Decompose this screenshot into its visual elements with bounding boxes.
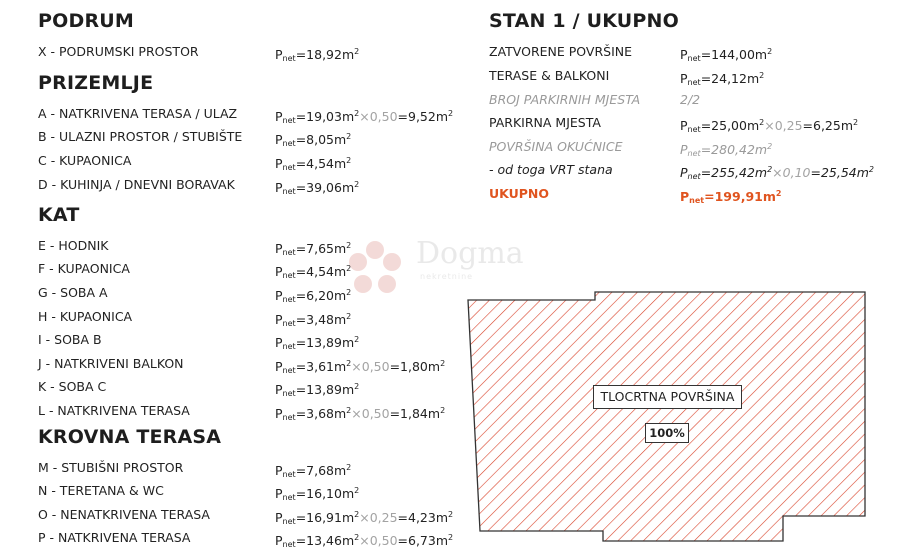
area-label: L - NATKRIVENA TERASA: [38, 403, 190, 418]
square-superscript: 2: [346, 288, 352, 297]
area-value: $P_{net}=13,89m^2$: [275, 382, 360, 398]
section-title-stan1: STAN 1 / UKUPNO: [489, 10, 680, 32]
gross-area: =7,68m: [295, 463, 347, 478]
square-superscript: 2: [868, 165, 875, 174]
area-row: [489, 185, 910, 203]
gross-area: =199,91m: [704, 189, 776, 204]
floor-plan-percent: 100%: [645, 423, 689, 443]
gross-area: =39,06m: [295, 180, 355, 195]
p-net-subscript: net: [282, 271, 296, 280]
area-label: E - HODNIK: [38, 238, 109, 253]
area-value: $P_{net}=7,68m^2$: [275, 463, 352, 479]
section-title-podrum: PODRUM: [38, 10, 135, 32]
square-superscript: 2: [346, 359, 352, 368]
gross-area: =25,00m: [700, 118, 760, 133]
gross-area: =19,03m: [295, 109, 355, 124]
area-row: [38, 402, 505, 420]
p-net-subscript: net: [282, 540, 296, 549]
p-net-subscript: net: [687, 78, 701, 87]
area-value: $P_{net}=280,42m^2$: [680, 142, 773, 158]
area-factor: ×0,50: [351, 406, 390, 421]
section-title-prizemlje: PRIZEMLJE: [38, 72, 154, 94]
net-area: =25,54m: [810, 165, 869, 180]
area-value: $P_{net}=4,54m^2$: [275, 264, 352, 280]
net-area: =9,52m: [397, 109, 449, 124]
area-value: $P_{net}=16,91m^2\times 0,25=4,23m^2$: [275, 510, 454, 526]
section-title-krovna: KROVNA TERASA: [38, 426, 222, 448]
gross-area: =6,20m: [295, 288, 347, 303]
square-superscript: 2: [346, 264, 352, 273]
area-row: [38, 355, 505, 373]
p-net-subscript: net: [282, 517, 296, 526]
p-net-subscript: net: [282, 342, 296, 351]
square-superscript: 2: [767, 165, 773, 174]
p-net-subscript: net: [689, 196, 705, 205]
p-net-subscript: net: [282, 319, 296, 328]
area-label: B - ULAZNI PROSTOR / STUBIŠTE: [38, 129, 243, 144]
square-superscript: 2: [354, 109, 360, 118]
area-row: [38, 459, 505, 477]
area-label: TERASE & BALKONI: [489, 68, 610, 83]
floor-plan: [463, 288, 873, 548]
gross-area: =3,61m: [295, 359, 347, 374]
gross-area: =16,10m: [295, 486, 355, 501]
net-area: =4,23m: [397, 510, 449, 525]
square-superscript: 2: [853, 118, 859, 127]
area-value: $P_{net}=3,61m^2\times 0,50=1,80m^2$: [275, 359, 446, 375]
area-label: O - NENATKRIVENA TERASA: [38, 507, 210, 522]
gross-area: =144,00m: [700, 47, 768, 62]
square-superscript: 2: [354, 335, 360, 344]
area-row: [38, 482, 505, 500]
area-label: D - KUHINJA / DNEVNI BORAVAK: [38, 177, 235, 192]
area-value: $P_{net}=13,46m^2\times 0,50=6,73m^2$: [275, 533, 454, 549]
watermark-name: Dogma: [416, 236, 524, 271]
gross-area: =255,42m: [700, 165, 768, 180]
area-label: - od toga VRT stana: [489, 162, 613, 177]
area-label: A - NATKRIVENA TERASA / ULAZ: [38, 106, 238, 121]
p-net-subscript: net: [687, 172, 701, 181]
area-value: $P_{net}=25,00m^2\times 0,25=6,25m^2$: [680, 118, 859, 134]
square-superscript: 2: [346, 463, 352, 472]
gross-area: =13,89m: [295, 335, 355, 350]
square-superscript: 2: [354, 533, 360, 542]
area-row: [489, 91, 910, 109]
square-superscript: 2: [354, 180, 360, 189]
area-value: $P_{net}=3,48m^2$: [275, 312, 352, 328]
area-label: C - KUPAONICA: [38, 153, 132, 168]
square-superscript: 2: [448, 533, 454, 542]
area-row: [38, 529, 505, 547]
net-area: =6,73m: [397, 533, 449, 548]
gross-area: =7,65m: [295, 241, 347, 256]
area-row: [38, 284, 505, 302]
floor-plan-label: TLOCRTNA POVRŠINA: [593, 385, 742, 409]
area-factor: ×0,50: [359, 533, 398, 548]
p-net-subscript: net: [282, 295, 296, 304]
area-value: $P_{net}=199,91m^2$: [680, 189, 782, 205]
area-value: $P_{net}=144,00m^2$: [680, 47, 773, 63]
p-net-subscript: net: [282, 116, 296, 125]
area-label: I - SOBA B: [38, 332, 102, 347]
square-superscript: 2: [354, 47, 360, 56]
square-superscript: 2: [440, 359, 446, 368]
area-factor: ×0,25: [764, 118, 803, 133]
area-value: $P_{net}=16,10m^2$: [275, 486, 360, 502]
square-superscript: 2: [759, 118, 765, 127]
net-area: =6,25m: [802, 118, 854, 133]
p-net-subscript: net: [687, 149, 701, 158]
area-label: J - NATKRIVENI BALKON: [38, 356, 184, 371]
p-net-subscript: net: [282, 389, 296, 398]
area-label: H - KUPAONICA: [38, 309, 133, 324]
p-net-subscript: net: [282, 470, 296, 479]
area-label: PARKIRNA MJESTA: [489, 115, 601, 130]
floor-plan-outline: [468, 292, 865, 541]
net-area: =1,80m: [389, 359, 441, 374]
square-superscript: 2: [346, 312, 352, 321]
p-net-subscript: net: [282, 493, 296, 502]
area-value: $P_{net}=255,42m^2\times 0,10=25,54m^2$: [680, 165, 875, 181]
area-row: [38, 237, 505, 255]
gross-area: =13,89m: [295, 382, 355, 397]
square-superscript: 2: [354, 510, 360, 519]
square-superscript: 2: [440, 406, 446, 415]
area-row: [38, 506, 505, 524]
area-row: [489, 43, 910, 61]
area-row: [38, 43, 505, 61]
area-factor: ×0,10: [772, 165, 811, 180]
area-value: $P_{net}=6,20m^2$: [275, 288, 352, 304]
gross-area: =16,91m: [295, 510, 355, 525]
gross-area: =18,92m: [295, 47, 355, 62]
area-label: POVRŠINA OKUĆNICE: [489, 139, 623, 154]
p-net-subscript: net: [282, 163, 296, 172]
area-row: [38, 152, 505, 170]
p-net-subscript: net: [282, 413, 296, 422]
square-superscript: 2: [354, 382, 360, 391]
area-label: G - SOBA A: [38, 285, 108, 300]
area-value: $P_{net}=7,65m^2$: [275, 241, 352, 257]
gross-area: =24,12m: [700, 71, 760, 86]
gross-area: =13,46m: [295, 533, 355, 548]
p-net-subscript: net: [282, 187, 296, 196]
gross-area: =4,54m: [295, 156, 347, 171]
p-net-subscript: net: [282, 54, 296, 63]
area-value: $P_{net}=3,68m^2\times 0,50=1,84m^2$: [275, 406, 446, 422]
area-row: [38, 105, 505, 123]
area-row: [38, 308, 505, 326]
square-superscript: 2: [448, 510, 454, 519]
p-net-subscript: net: [687, 125, 701, 134]
square-superscript: 2: [346, 241, 352, 250]
area-label: X - PODRUMSKI PROSTOR: [38, 44, 199, 59]
area-value: $P_{net}=13,89m^2$: [275, 335, 360, 351]
square-superscript: 2: [346, 132, 352, 141]
area-label: ZATVORENE POVRŠINE: [489, 44, 633, 59]
p-net-subscript: net: [282, 248, 296, 257]
net-area: =1,84m: [389, 406, 441, 421]
area-value: [680, 91, 700, 109]
area-row: [38, 331, 505, 349]
area-value: $P_{net}=18,92m^2$: [275, 47, 360, 63]
area-label: P - NATKRIVENA TERASA: [38, 530, 191, 545]
area-label: M - STUBIŠNI PROSTOR: [38, 460, 184, 475]
area-row: [489, 67, 910, 85]
area-factor: ×0,50: [359, 109, 398, 124]
square-superscript: 2: [448, 109, 454, 118]
area-row: [38, 176, 505, 194]
gross-area: =3,68m: [295, 406, 347, 421]
area-label: UKUPNO: [489, 186, 550, 201]
area-row: [489, 114, 910, 132]
p-net-subscript: net: [282, 366, 296, 375]
area-value: $P_{net}=24,12m^2$: [680, 71, 765, 87]
square-superscript: 2: [767, 47, 773, 56]
area-factor: ×0,50: [351, 359, 390, 374]
square-superscript: 2: [775, 189, 782, 198]
area-row: [38, 378, 505, 396]
area-value: $P_{net}=19,03m^2\times 0,50=9,52m^2$: [275, 109, 454, 125]
gross-area: =280,42m: [700, 142, 768, 157]
area-label: BROJ PARKIRNIH MJESTA: [489, 92, 641, 107]
square-superscript: 2: [346, 406, 352, 415]
p-net-subscript: net: [282, 139, 296, 148]
area-value: $P_{net}=39,06m^2$: [275, 180, 360, 196]
area-factor: ×0,25: [359, 510, 398, 525]
area-row: [489, 161, 910, 179]
gross-area: =4,54m: [295, 264, 347, 279]
gross-area: 2/2: [680, 92, 701, 107]
area-label: K - SOBA C: [38, 379, 107, 394]
section-title-kat: KAT: [38, 204, 80, 226]
square-superscript: 2: [354, 486, 360, 495]
square-superscript: 2: [767, 142, 773, 151]
area-row: [489, 138, 910, 156]
area-row: [38, 128, 505, 146]
area-value: $P_{net}=4,54m^2$: [275, 156, 352, 172]
area-value: $P_{net}=8,05m^2$: [275, 132, 352, 148]
p-net-subscript: net: [687, 54, 701, 63]
area-label: F - KUPAONICA: [38, 261, 130, 276]
watermark-sub: nekretnine: [420, 272, 474, 281]
square-superscript: 2: [346, 156, 352, 165]
square-superscript: 2: [759, 71, 765, 80]
gross-area: =3,48m: [295, 312, 347, 327]
area-row: [38, 260, 505, 278]
area-label: N - TERETANA & WC: [38, 483, 164, 498]
gross-area: =8,05m: [295, 132, 347, 147]
